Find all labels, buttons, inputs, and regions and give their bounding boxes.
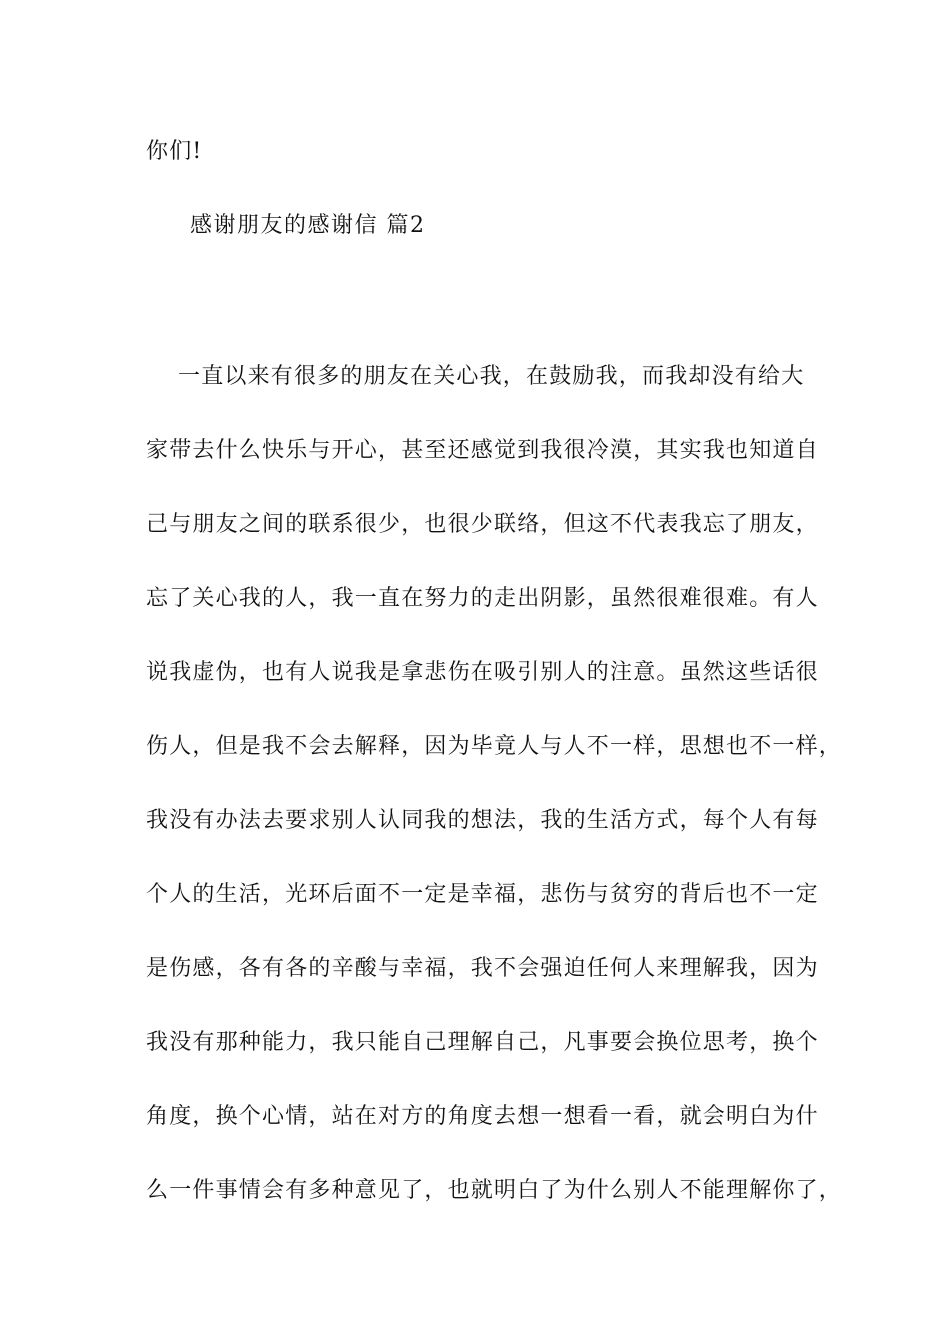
closing-fragment: 你们! xyxy=(146,139,203,164)
body-line: 伤人，但是我不会去解释，因为毕竟人与人不一样，思想也不一样， xyxy=(146,734,843,759)
body-line: 个人的生活，光环后面不一定是幸福，悲伤与贫穷的背后也不一定 xyxy=(146,882,819,907)
body-line: 家带去什么快乐与开心，甚至还感觉到我很冷漠，其实我也知道自 xyxy=(146,438,819,463)
body-line: 是伤感，各有各的辛酸与幸福，我不会强迫任何人来理解我，因为 xyxy=(146,956,819,981)
body-line: 一直以来有很多的朋友在关心我，在鼓励我，而我却没有给大 xyxy=(178,364,805,389)
body-line: 我没有那种能力，我只能自己理解自己，凡事要会换位思考，换个 xyxy=(146,1030,819,1055)
body-line: 忘了关心我的人，我一直在努力的走出阴影，虽然很难很难。有人 xyxy=(146,586,819,611)
body-line: 么一件事情会有多种意见了，也就明白了为什么别人不能理解你了， xyxy=(146,1178,843,1203)
body-line: 角度，换个心情，站在对方的角度去想一想看一看，就会明白为什 xyxy=(146,1104,819,1129)
body-line: 己与朋友之间的联系很少，也很少联络，但这不代表我忘了朋友， xyxy=(146,512,819,537)
body-line: 说我虚伪，也有人说我是拿悲伤在吸引别人的注意。虽然这些话很 xyxy=(146,660,819,685)
letter-heading: 感谢朋友的感谢信 篇2 xyxy=(190,213,426,238)
body-line: 我没有办法去要求别人认同我的想法，我的生活方式，每个人有每 xyxy=(146,808,819,833)
